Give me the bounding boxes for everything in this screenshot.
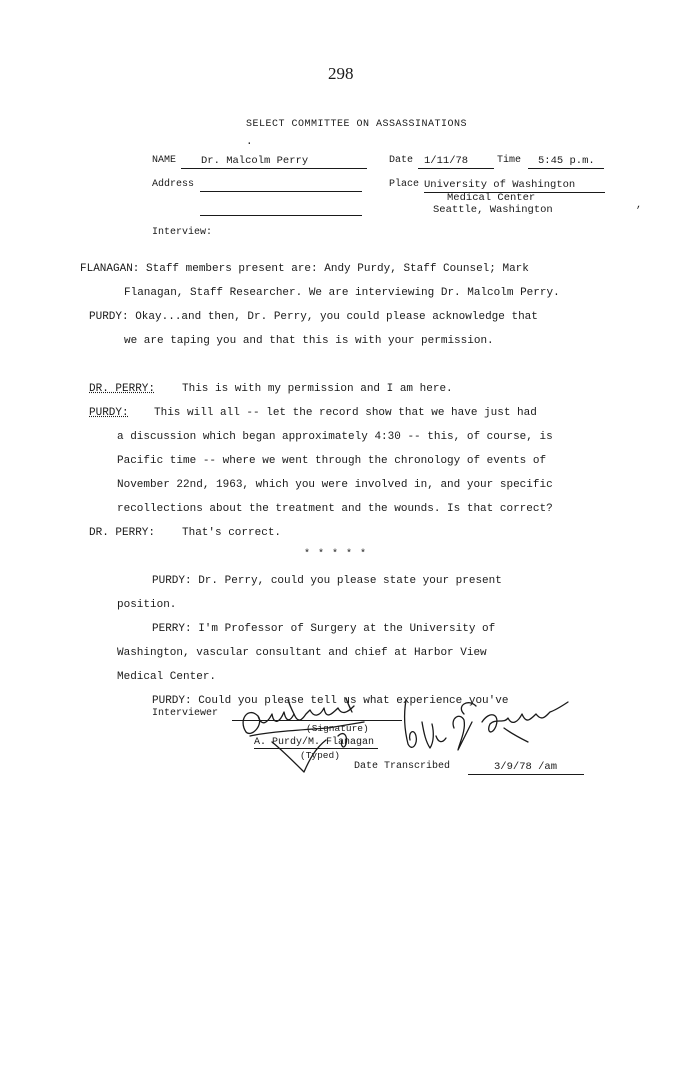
transcript-line: PURDY: Dr. Perry, could you please state your present [152, 575, 502, 587]
page-number: 298 [328, 64, 354, 83]
address-line-1 [200, 191, 362, 192]
date-transcribed-value: 3/9/78 /am [494, 761, 558, 773]
date-label: Date [389, 155, 414, 166]
name-field [181, 155, 367, 169]
section-separator: * * * * * [304, 549, 368, 560]
speaker-name: PURDY: [89, 407, 129, 419]
place-line-3: Seattle, Washington [433, 204, 553, 216]
transcript-line: position. [117, 599, 177, 611]
interview-label: Interview: [152, 227, 213, 238]
date-transcribed-label: Date Transcribed [354, 761, 451, 772]
transcript-line: This will all -- let the record show that we have just had [154, 407, 537, 419]
stray-dot: . [246, 136, 253, 148]
transcript-line: That's correct. [182, 527, 282, 539]
date-field [418, 155, 494, 169]
speaker-name: DR. PERRY: [89, 383, 156, 395]
date-transcribed-field [468, 761, 584, 775]
place-line-2: Medical Center [447, 192, 536, 204]
document-title: SELECT COMMITTEE ON ASSASSINATIONS [246, 119, 468, 130]
speaker-label [89, 407, 129, 419]
transcript-line: recollections about the treatment and the wounds. Is that correct? [117, 503, 553, 515]
interviewer-label: Interviewer [152, 708, 219, 719]
transcript-line: PURDY: Okay...and then, Dr. Perry, you could please acknowledge that [89, 311, 538, 323]
transcript-line: PERRY: I'm Professor of Surgery at the University of [152, 623, 496, 635]
transcript-line: PURDY: Could you please tell us what experience you've [152, 695, 509, 707]
signature-caption: (Signature) [306, 723, 369, 734]
transcript-line: Medical Center. [117, 671, 217, 683]
transcript-line: Washington, vascular consultant and chief at Harbor View [117, 647, 487, 659]
stray-mark: , [636, 200, 643, 211]
date-value: 1/11/78 [424, 155, 469, 167]
time-field [528, 155, 604, 169]
transcript-line: Pacific time -- where we went through the chronology of events of [117, 455, 547, 467]
place-line-1: University of Washington [424, 179, 576, 191]
speaker-label: DR. PERRY: [89, 527, 156, 539]
place-field [424, 179, 605, 193]
name-value: Dr. Malcolm Perry [201, 155, 309, 167]
transcript-line: Flanagan, Staff Researcher. We are interviewing Dr. Malcolm Perry. [124, 287, 560, 299]
transcript-line: a discussion which began approximately 4:30 -- this, of course, is [117, 431, 553, 443]
transcript-line: FLANAGAN: Staff members present are: Andy Purdy, Staff Counsel; Mark [80, 263, 529, 275]
name-label: NAME [152, 155, 177, 166]
transcript-line: This is with my permission and I am here. [182, 383, 453, 395]
typed-caption: (Typed) [300, 750, 340, 761]
time-label: Time [497, 155, 522, 166]
transcript-line: we are taping you and that this is with your permission. [124, 335, 494, 347]
address-line-2 [200, 215, 362, 216]
time-value: 5:45 p.m. [538, 155, 595, 167]
place-label: Place [389, 179, 420, 190]
transcript-line: November 22nd, 1963, which you were involved in, and your specific [117, 479, 553, 491]
typed-names: A. Purdy/M. Flanagan [254, 737, 378, 749]
address-label: Address [152, 179, 195, 190]
speaker-label [89, 383, 155, 395]
